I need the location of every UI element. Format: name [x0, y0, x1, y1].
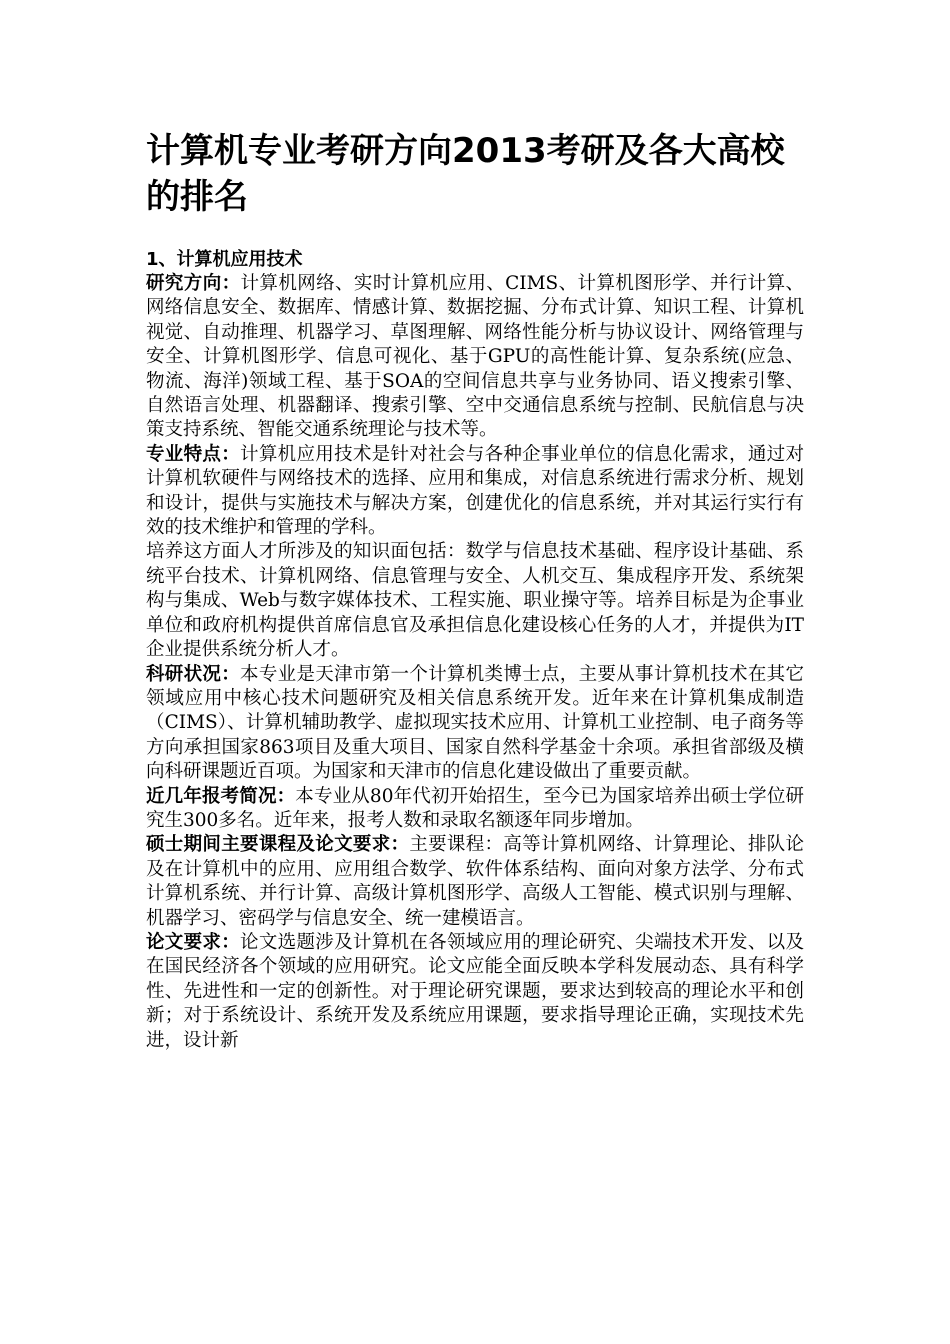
- document-title: 计算机专业考研方向2013考研及各大高校的排名: [146, 131, 785, 217]
- paragraph-text: 本专业从80年代初开始招生，至今已为国家培养出硕士学位研究生300多名。近年来，报考人数和录取名额逐年同步增加。: [146, 785, 804, 831]
- paragraph-thesis-requirements: [146, 931, 804, 1053]
- paragraph-text: 计算机应用技术是针对社会与各种企事业单位的信息化需求，通过对计算机软硬件与网络技术的选择、应用和集成，对信息系统进行需求分析、规划和设计，提供与实施技术与解决方案，创建优化的信息系统，并对其运行实行有效的技术维护和管理的学科。: [146, 443, 804, 539]
- paragraph-text: 论文选题涉及计算机在各领域应用的理论研究、尖端技术开发、以及在国民经济各个领域的应用研究。论文应能全面反映本学科发展动态、具有科学性、先进性和一定的创新性。对于理论研究课题，要求达到较高的理论水平和创新；对于系统设计、系统开发及系统应用课题，要求指导理论正确，实现技术先进，设计新: [146, 931, 804, 1051]
- paragraph-label: 近几年报考简况：: [146, 785, 296, 807]
- paragraph-courses: [146, 833, 804, 931]
- section-heading: 1、计算机应用技术: [146, 249, 303, 270]
- paragraph-label: 论文要求：: [146, 931, 241, 953]
- paragraph-text: 本专业是天津市第一个计算机类博士点，主要从事计算机技术在其它领域应用中核心技术问题研究及相关信息系统开发。近年来在计算机集成制造（CIMS）、计算机辅助教学、虚拟现实技术应用、计算机工业控制、电子商务等方向承担国家863项目及重大项目、国家自然科学基金十余项。承担省部级及横向科研课题近百项。为国家和天津市的信息化建设做出了重要贡献。: [146, 663, 804, 783]
- paragraph-text: 计算机网络、实时计算机应用、CIMS、计算机图形学、并行计算、网络信息安全、数据库、情感计算、数据挖掘、分布式计算、知识工程、计算机视觉、自动推理、机器学习、草图理解、网络性能分析与协议设计、网络管理与安全、计算机图形学、信息可视化、基于GPU的高性能计算、复杂系统(应急、物流、海洋)领域工程、基于SOA的空间信息共享与业务协同、语义搜索引擎、自然语言处理、机器翻译、搜索引擎、空中交通信息系统与控制、民航信息与决策支持系统、智能交通系统理论与技术等。: [146, 273, 804, 441]
- paragraph-research-status: [146, 663, 804, 785]
- paragraph-training-knowledge: [146, 540, 804, 662]
- paragraph-application-overview: [146, 785, 804, 834]
- paragraph-research-directions: [146, 272, 804, 443]
- paragraph-label: 研究方向：: [146, 273, 241, 294]
- paragraph-text: 培养这方面人才所涉及的知识面包括：数学与信息技术基础、程序设计基础、系统平台技术、计算机网络、信息管理与安全、人机交互、集成程序开发、系统架构与集成、Web与数字媒体技术、工程实施、职业操守等。培养目标是为企事业单位和政府机构提供首席信息官及承担信息化建设核心任务的人才，并提供为IT企业提供系统分析人才。: [146, 541, 804, 661]
- paragraph-label: 硕士期间主要课程及论文要求：: [146, 834, 410, 856]
- paragraph-label: 专业特点：: [146, 443, 241, 465]
- paragraph-major-features: [146, 443, 804, 541]
- paragraph-text: 主要课程：高等计算机网络、计算理论、排队论及在计算机中的应用、应用组合数学、软件体系结构、面向对象方法学、分布式计算机系统、并行计算、高级计算机图形学、高级人工智能、模式识别与理解、机器学习、密码学与信息安全、统一建模语言。: [146, 834, 804, 929]
- paragraph-label: 科研状况：: [146, 663, 241, 685]
- document-page: [146, 128, 804, 1053]
